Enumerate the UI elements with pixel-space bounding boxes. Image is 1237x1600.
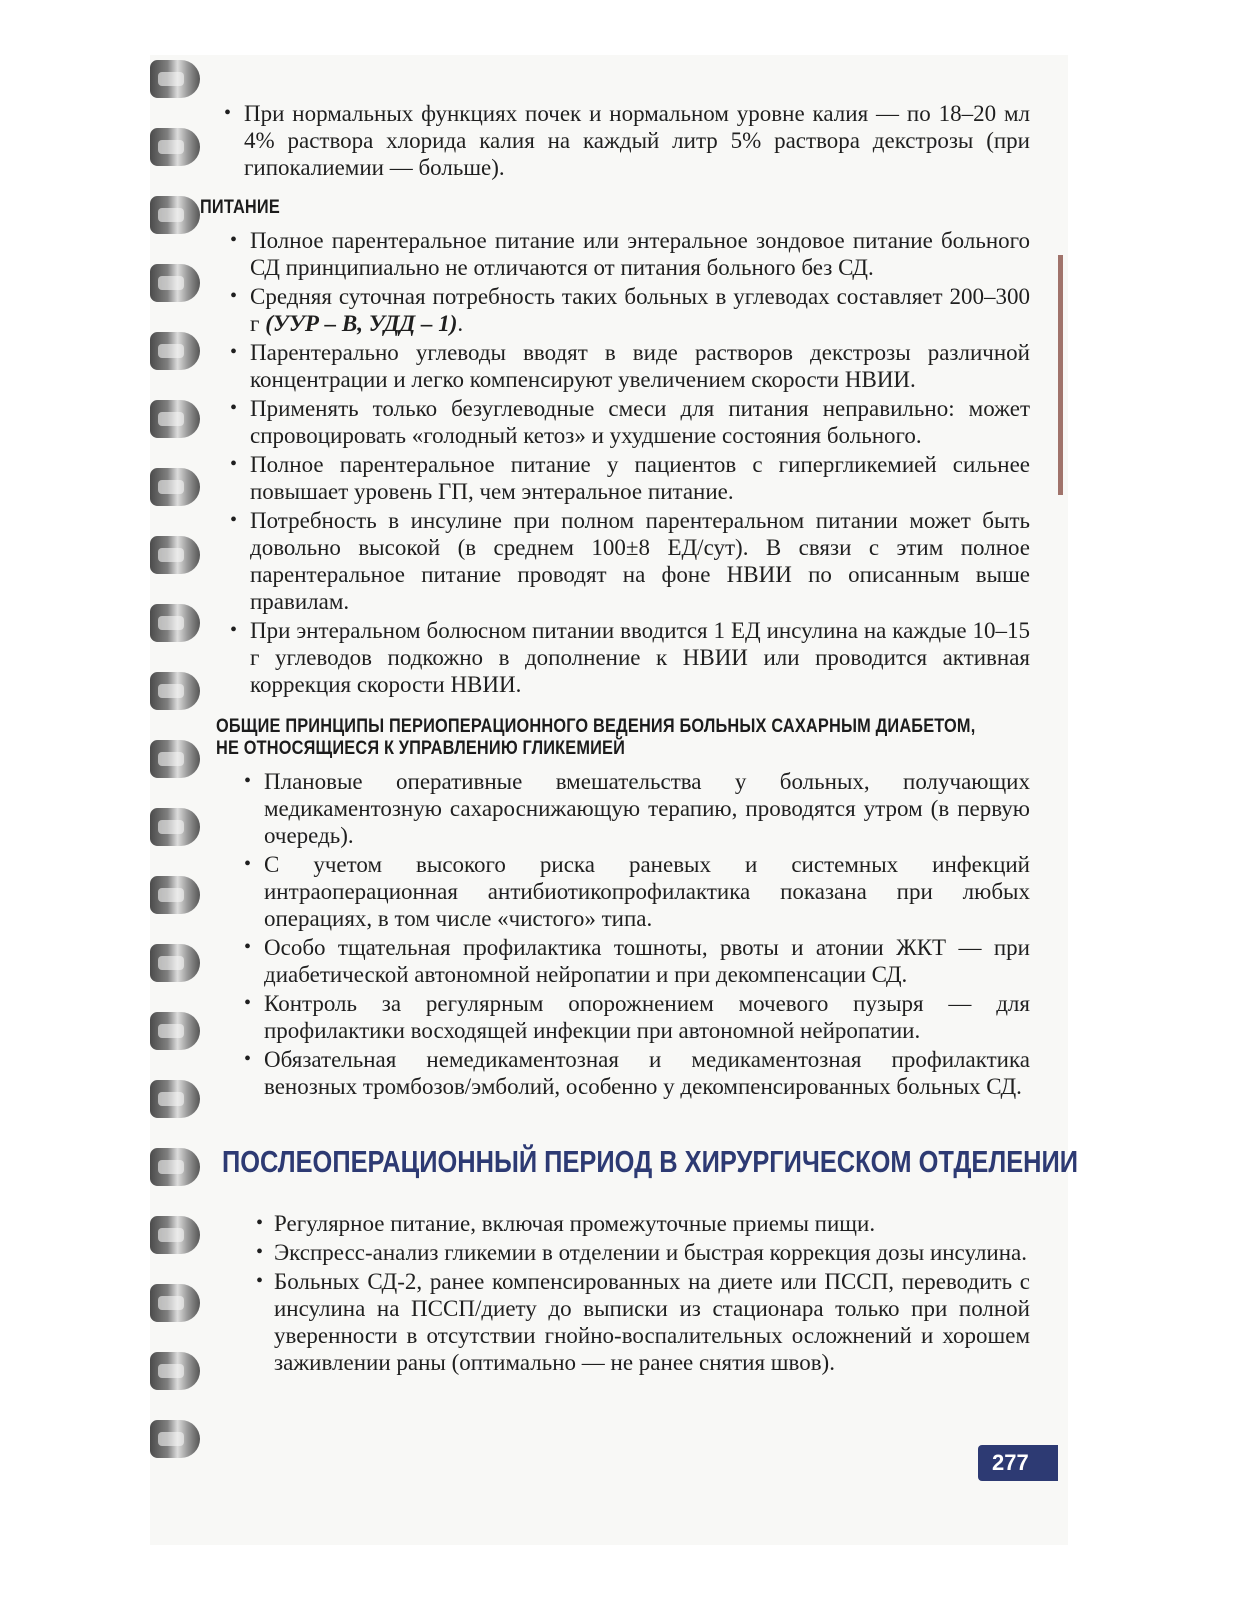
list-item xyxy=(252,1268,1030,1376)
bullet-icon: • xyxy=(244,992,252,1014)
postop-list xyxy=(252,1210,1030,1376)
list-item-tail: . xyxy=(457,311,464,336)
list-item-text: Плановые оперативные вмешательства у больных, получающих медикаментозную сахароснижающую терапию, проводятся утром (в первую очередь). xyxy=(264,769,1030,848)
principles-list xyxy=(240,768,1030,1100)
list-item-text: Регулярное питание, включая промежуточные приемы пищи. xyxy=(274,1211,876,1236)
list-item xyxy=(240,851,1030,932)
page-content xyxy=(200,90,1079,1378)
list-item-text: С учетом высокого риска раневых и системных инфекций интраоперационная антибиотикопрофилактика показана при любых операциях, в том числе «чистого» типа. xyxy=(264,852,1030,931)
bullet-icon: • xyxy=(230,619,238,641)
list-item-text: Применять только безуглеводные смеси для питания неправильно: может спровоцировать «голодный кетоз» и ухудшение состояния больного. xyxy=(250,396,1030,448)
bullet-icon: • xyxy=(244,936,252,958)
list-item xyxy=(226,507,1030,615)
list-item-text: Полное парентеральное питание у пациентов с гипергликемией сильнее повышает уровень ГП, чем энтеральное питание. xyxy=(250,452,1030,504)
page-number-badge: 277 xyxy=(978,1445,1058,1481)
list-item xyxy=(220,100,1030,181)
list-item xyxy=(226,617,1030,698)
list-item-text: Парентерально углеводы вводят в виде растворов декстрозы различной концентрации и легко компенсируют увеличением скорости НВИИ. xyxy=(250,340,1030,392)
list-item xyxy=(226,451,1030,505)
list-item xyxy=(226,227,1030,281)
section-heading-principles: ОБЩИЕ ПРИНЦИПЫ ПЕРИОПЕРАЦИОННОГО ВЕДЕНИЯ БОЛЬНЫХ САХАРНЫМ ДИАБЕТОМ, НЕ ОТНОСЯЩИЕСЯ К УПРАВЛЕНИЮ ГЛИКЕМИЕЙ xyxy=(216,716,976,759)
list-item-text: При энтеральном болюсном питании вводится 1 ЕД инсулина на каждые 10–15 г углеводов подкожно в дополнение к НВИИ или проводится активная коррекция скорости НВИИ. xyxy=(250,618,1030,697)
nutrition-list xyxy=(226,227,1030,698)
page-edge-mark xyxy=(1058,255,1063,495)
bullet-icon: • xyxy=(256,1241,264,1263)
list-item-text: Особо тщательная профилактика тошноты, рвоты и атонии ЖКТ — при диабетической автономной нейропатии и при декомпенсации СД. xyxy=(264,935,1030,987)
list-item-text: Средняя суточная потребность таких больных в углеводах составляет 200–300 г xyxy=(250,284,1030,336)
list-item-text: Контроль за регулярным опорожнением мочевого пузыря — для профилактики восходящей инфекции при автономной нейропатии. xyxy=(264,991,1030,1043)
list-item xyxy=(226,283,1030,337)
section-heading-postop: ПОСЛЕОПЕРАЦИОННЫЙ ПЕРИОД В ХИРУРГИЧЕСКОМ ОТДЕЛЕНИИ xyxy=(222,1144,1079,1179)
evidence-level: (УУР – В, УДД – 1) xyxy=(265,311,458,336)
bullet-icon: • xyxy=(244,770,252,792)
bullet-icon: • xyxy=(230,453,238,475)
bullet-icon: • xyxy=(244,853,252,875)
list-item xyxy=(226,339,1030,393)
list-item xyxy=(252,1210,1030,1237)
list-item xyxy=(240,934,1030,988)
intro-text: При нормальных функциях почек и нормальном уровне калия — по 18–20 мл 4% раствора хлорида калия на каждый литр 5% раствора декстрозы (при гипокалиемии — больше). xyxy=(244,101,1030,180)
list-item xyxy=(226,395,1030,449)
bullet-icon: • xyxy=(256,1270,264,1292)
list-item xyxy=(240,990,1030,1044)
list-item-text: Полное парентеральное питание или энтеральное зондовое питание больного СД принципиально не отличаются от питания больного без СД. xyxy=(250,228,1030,280)
bullet-icon: • xyxy=(230,509,238,531)
bullet-icon: • xyxy=(230,341,238,363)
list-item-text: Больных СД-2, ранее компенсированных на диете или ПССП, переводить с инсулина на ПССП/диету до выписки из стационара только при полной уверенности в отсутствии гнойно-воспалительных осложнений и хорошем заживлении раны (оптимально — не ранее снятия швов). xyxy=(274,1269,1030,1375)
list-item xyxy=(240,768,1030,849)
bullet-icon: • xyxy=(244,1048,252,1070)
bullet-icon: • xyxy=(230,229,238,251)
bullet-icon: • xyxy=(224,102,232,124)
list-item xyxy=(252,1239,1030,1266)
list-item-text: Обязательная немедикаментозная и медикаментозная профилактика венозных тромбозов/эмболий, особенно у декомпенсированных больных СД. xyxy=(264,1047,1030,1099)
section-heading-nutrition: ПИТАНИЕ xyxy=(200,197,280,218)
bullet-icon: • xyxy=(230,397,238,419)
list-item xyxy=(240,1046,1030,1100)
list-item-text: Экспресс-анализ гликемии в отделении и быстрая коррекция дозы инсулина. xyxy=(274,1240,1028,1265)
list-item-text: Потребность в инсулине при полном парентеральном питании может быть довольно высокой (в среднем 100±8 ЕД/сут). В связи с этим полное парентеральное питание проводят на фоне НВИИ по описанным выше правилам. xyxy=(250,508,1030,614)
bullet-icon: • xyxy=(256,1212,264,1234)
intro-list xyxy=(220,100,1030,181)
bullet-icon: • xyxy=(230,285,238,307)
